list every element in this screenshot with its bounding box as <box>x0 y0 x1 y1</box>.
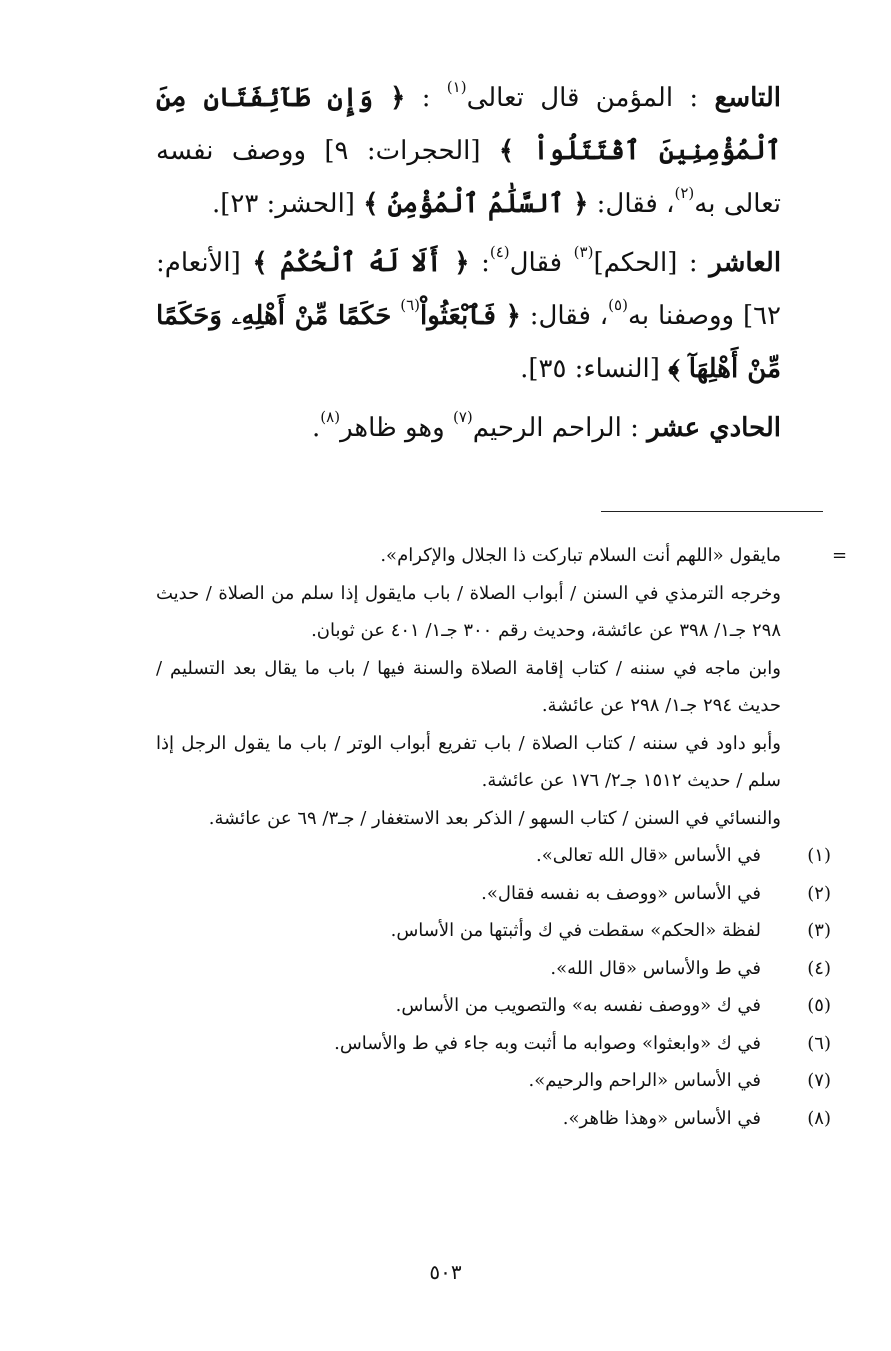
quran-verse: حَكَمًا مِّنْ أَهْلِهِۦ وَحَكَمًا مِّنْ أَهْلِهَآ ﴾ <box>156 301 781 384</box>
main-text <box>156 72 781 461</box>
heading-eleventh: الحادي عشر <box>647 413 781 443</box>
footnote-list <box>156 837 831 1137</box>
footnote-ref[interactable]: (٧) <box>452 408 473 427</box>
text-segment: فقال <box>509 248 563 278</box>
footnote-item <box>156 912 831 950</box>
footnote-ref[interactable]: (٨) <box>320 408 341 427</box>
text-segment: ، فقال: <box>529 301 609 331</box>
footnote-ref[interactable]: (٥) <box>608 296 628 315</box>
footnote-number: (٨) <box>807 1107 831 1129</box>
footnote-ref[interactable]: (٣) <box>573 243 594 262</box>
heading-tenth: العاشر <box>709 248 782 278</box>
footnote-text: في الأساس «قال الله تعالى». <box>536 845 761 866</box>
paragraph-eleventh <box>156 402 781 455</box>
footnote-item <box>156 837 831 875</box>
footnote-ref[interactable]: (٦) <box>400 296 421 315</box>
footnote-ref[interactable]: (١) <box>446 78 467 97</box>
footnote-item <box>156 1062 831 1100</box>
footnote-number: (٧) <box>807 1070 831 1091</box>
footnote-continued-line: وأبو داود في سننه / كتاب الصلاة / باب تفريع أبواب الوتر / باب ما يقول الرجل إذا سلم / حديث ١٥١٢ جـ٢/ ١٧٦ عن عائشة. <box>156 732 781 791</box>
text-segment: [الأنعام: ٦٢] ووصفنا به <box>156 248 782 331</box>
continuation-mark: = <box>832 545 848 566</box>
footnote-number: (٦) <box>807 1032 831 1054</box>
footnote-text: لفظة «الحكم» سقطت في ك وأثبتها من الأساس. <box>390 920 761 941</box>
footnote-separator <box>601 511 823 512</box>
footnote-continued-line: وابن ماجه في سننه / كتاب إقامة الصلاة والسنة فيها / باب ما يقال بعد التسليم / حديث ٢٩٤ جـ١/ ٢٩٨ عن عائشة. <box>156 657 781 716</box>
paragraph-tenth <box>156 237 781 396</box>
footnote-continued-line: وخرجه الترمذي في السنن / أبواب الصلاة / باب مايقول إذا سلم من الصلاة / حديث ٢٩٨ جـ١/ ٣٩٨ عن عائشة، وحديث رقم ٣٠٠ جـ١/ ٤٠١ عن ثوبان. <box>156 582 781 641</box>
text-segment: [النساء: ٣٥]. <box>520 354 660 384</box>
footnote-ref[interactable]: (٢) <box>674 184 695 203</box>
quran-verse: ﴿ أَلَا لَهُ ٱلْحُكْمُ ﴾ <box>252 248 470 278</box>
footnote-number: (٤) <box>807 957 831 979</box>
quran-verse: ﴿ فَٱبْعَثُواْ <box>420 301 521 331</box>
text-segment: : [الحكم] <box>593 248 698 278</box>
text-segment: : المؤمن قال تعالى <box>466 83 699 113</box>
text-segment: . <box>312 413 321 443</box>
footnote-text: في الأساس «الراحم والرحيم». <box>528 1070 761 1091</box>
paragraph-ninth <box>156 72 781 231</box>
footnote-text: في الأساس «وهذا ظاهر». <box>562 1107 761 1129</box>
footnote-item <box>156 950 831 988</box>
heading-ninth: التاسع <box>714 83 782 113</box>
text-segment: : <box>421 83 431 113</box>
text-segment: [الحشر: ٢٣]. <box>211 189 355 219</box>
footnote-continued-line: مايقول «اللهم أنت السلام تباركت ذا الجلال والإكرام». <box>380 545 781 566</box>
footnote-item <box>156 987 831 1025</box>
footnote-item <box>156 875 831 913</box>
footnote-number: (١) <box>807 845 831 866</box>
text-segment: : الراحم الرحيم <box>472 413 639 443</box>
footnote-number: (٣) <box>807 920 831 941</box>
text-segment: وهو ظاهر <box>340 413 445 443</box>
text-segment: : <box>481 248 490 278</box>
footnote-text: في ك «وابعثوا» وصوابه ما أثبت وبه جاء في ط والأساس. <box>334 1032 761 1054</box>
text-segment: [الحجرات: ٩] ووصف نفسه تعالى به <box>156 136 781 219</box>
footnote-text: في الأساس «ووصف به نفسه فقال». <box>481 882 761 904</box>
footnotes-section <box>156 537 831 1137</box>
footnote-item <box>156 1100 831 1138</box>
footnote-continued-line: والنسائي في السنن / كتاب السهو / الذكر بعد الاستغفار / جـ٣/ ٦٩ عن عائشة. <box>208 807 781 829</box>
footnote-ref[interactable]: (٤) <box>489 243 510 262</box>
footnote-number: (٢) <box>807 882 831 904</box>
footnote-number: (٥) <box>807 995 831 1016</box>
page-number: ٥٠٣ <box>429 1260 462 1284</box>
footnote-text: في ط والأساس «قال الله». <box>550 957 761 979</box>
footnote-item <box>156 1025 831 1063</box>
quran-verse: ﴿ ٱلسَّلَٰمُ ٱلْمُؤْمِنُ ﴾ <box>363 189 589 219</box>
footnote-text: في ك «ووصف نفسه به» والتصويب من الأساس. <box>395 995 761 1016</box>
quran-verse: ﴿ وَإِن طَآئِفَتَانِ مِنَ ٱلْمُؤْمِنِينَ ٱقْتَتَلُواْ ﴾ <box>156 83 781 166</box>
text-segment: ، فقال: <box>596 189 675 219</box>
